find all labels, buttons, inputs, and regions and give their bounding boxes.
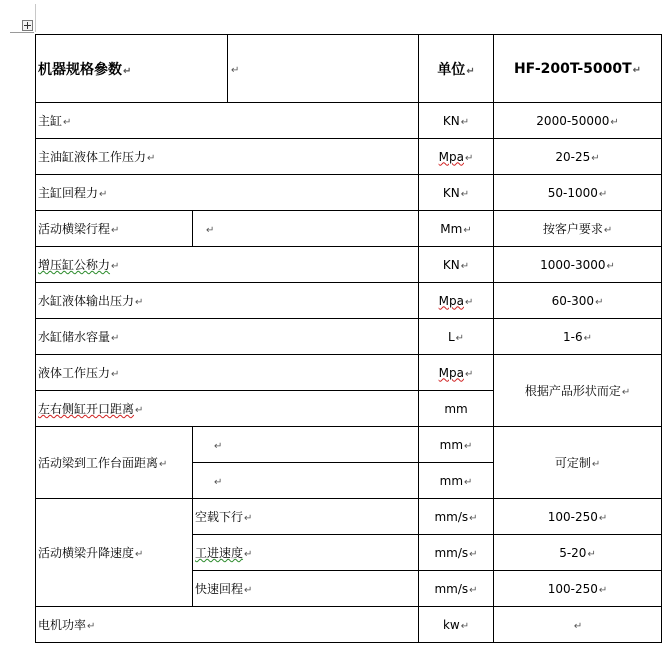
row-label: 主缸 — [38, 114, 63, 128]
header-empty-cell[interactable]: ↵ — [228, 35, 419, 103]
table-row: ↵ mm↵ — [36, 463, 662, 499]
table-row: 电机功率↵ kw↵ ↵ — [36, 607, 662, 643]
row-label: 电机功率 — [38, 618, 87, 632]
row-unit: L — [447, 329, 455, 344]
header-model-cell[interactable]: HF-200T-5000T↵ — [494, 35, 662, 103]
sub-label: 空载下行 — [195, 510, 244, 524]
header-model-label: HF-200T-5000T — [513, 60, 632, 77]
row-unit: Mm — [440, 221, 463, 236]
table-move-handle[interactable] — [22, 20, 33, 31]
row-label: 主缸回程力 — [38, 186, 99, 200]
header-unit-cell[interactable]: 单位↵ — [419, 35, 494, 103]
table-row: 水缸液体输出压力↵ Mpa↵ 60-300↵ — [36, 283, 662, 319]
margin-guide-vertical — [35, 4, 36, 32]
table-row: 主油缸液体工作压力↵ Mpa↵ 20-25↵ — [36, 139, 662, 175]
row-unit: Mpa — [438, 293, 464, 308]
row-value: 50-1000 — [547, 185, 598, 200]
row-label: 水缸液体输出压力 — [38, 294, 135, 308]
table-row: 主缸回程力↵ KN↵ 50-1000↵ — [36, 175, 662, 211]
row-unit: mm — [439, 437, 464, 452]
row-label: 液体工作压力 — [38, 366, 111, 380]
row-label: 活动梁到工作台面距离 — [38, 456, 159, 470]
table-row: 快速回程↵ mm/s↵ 100-250↵ — [36, 571, 662, 607]
table-row: 左右侧缸开口距离↵ mm — [36, 391, 662, 427]
table-header-row — [36, 35, 662, 103]
row-value: 1000-3000 — [540, 257, 606, 272]
row-value: 按客户要求 — [542, 222, 603, 236]
row-unit: KN — [442, 113, 460, 128]
table-row: 工进速度↵ mm/s↵ 5-20↵ — [36, 535, 662, 571]
row-value: 100-250 — [547, 581, 598, 596]
row-label: 活动横梁升降速度 — [38, 546, 135, 560]
merged-value: 可定制 — [554, 456, 591, 470]
row-unit: kw — [442, 617, 460, 632]
table-row: 主缸↵ KN↵ 2000-50000↵ — [36, 103, 662, 139]
row-unit: mm/s — [434, 509, 469, 524]
table-row: 活动梁到工作台面距离↵ ↵ mm↵ 可定制↵ — [36, 427, 662, 463]
row-value: 20-25 — [555, 149, 591, 164]
table-row: 活动横梁行程↵ ↵ Mm↵ 按客户要求↵ — [36, 211, 662, 247]
row-unit: mm/s — [434, 545, 469, 560]
row-unit: KN — [442, 185, 460, 200]
header-param-cell[interactable]: 机器规格參数↵ — [36, 35, 228, 103]
row-unit: KN — [442, 257, 460, 272]
row-unit: mm — [439, 473, 464, 488]
row-unit: Mpa — [438, 149, 464, 164]
table-row: 液体工作压力↵ Mpa↵ 根据产品形状而定↵ — [36, 355, 662, 391]
header-unit-label: 单位 — [437, 61, 466, 78]
row-unit: Mpa — [438, 365, 464, 380]
table-row: 活动横梁升降速度↵ 空载下行↵ mm/s↵ 100-250↵ — [36, 499, 662, 535]
row-value: 2000-50000 — [536, 113, 610, 128]
sub-label: 工进速度 — [195, 546, 244, 560]
row-value: 100-250 — [547, 509, 598, 524]
row-value: 5-20 — [559, 545, 587, 560]
row-label: 增压缸公称力 — [38, 258, 111, 272]
row-label: 左右侧缸开口距离 — [38, 402, 135, 416]
row-unit: mm/s — [434, 581, 469, 596]
row-label: 主油缸液体工作压力 — [38, 150, 147, 164]
spec-table — [35, 34, 662, 643]
row-label: 水缸储水容量 — [38, 330, 111, 344]
row-label: 活动横梁行程 — [38, 222, 111, 236]
margin-guide — [10, 32, 34, 33]
row-value: 60-300 — [551, 293, 595, 308]
merged-value: 根据产品形状而定 — [524, 384, 621, 398]
header-param-label: 机器规格參数 — [38, 61, 122, 78]
sub-label: 快速回程 — [195, 582, 244, 596]
table-row: 增压缸公称力↵ KN↵ 1000-3000↵ — [36, 247, 662, 283]
row-unit: mm — [444, 401, 468, 416]
table-row: 水缸储水容量↵ L↵ 1-6↵ — [36, 319, 662, 355]
row-value: 1-6 — [563, 329, 583, 344]
